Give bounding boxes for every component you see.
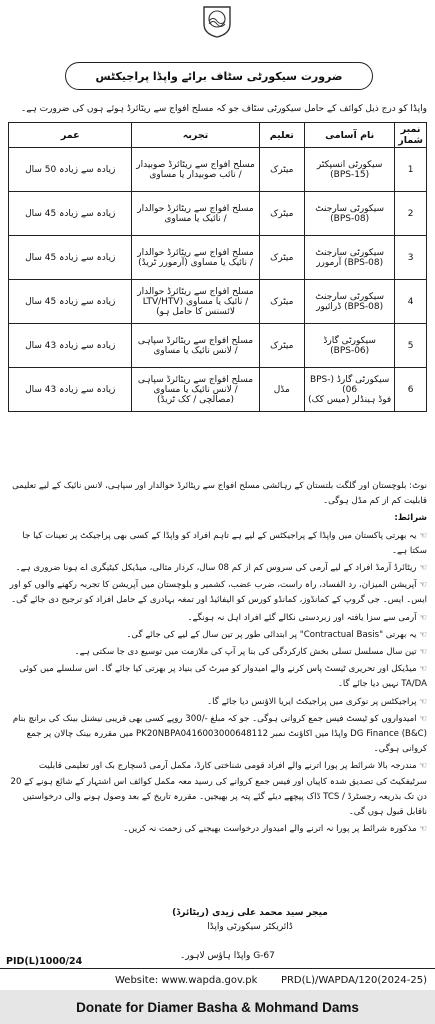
row-sn: 5 (395, 324, 427, 368)
post-name: سیکورٹی گارڈ (323, 335, 376, 346)
post-name: سیکورٹی سارجنٹ (315, 291, 385, 302)
signature-block (170, 906, 330, 934)
condition-item: ☜ یہ بھرتی پاکستان میں واپڈا کے پراجیکٹس کے لیے ہے تاہم افراد کو واپڈا کے کسی بھی پراجیکٹ پر تعینات کیا جا سکتا ہے۔ (22, 530, 427, 556)
condition-item: ☜ میڈیکل اور تحریری ٹیسٹ پاس کرنے والے امیدوار کو میرٹ کی بنیاد پر بھرتی کیا جائے گا۔ اس سلسلے میں کوئی TA/DA نہیں دیا جائے گا۔ (19, 664, 427, 690)
condition-item: ☜ ریٹائرڈ آرمڈ افراد کے لیے آرمی کی سروس کم از کم 08 سال، کردار مثالی، میڈیکل کیٹیگری اے ہونا ضروری ہے۔ (15, 563, 427, 574)
notes-section (8, 479, 427, 839)
post-name: سیکورٹی سارجنٹ (315, 203, 385, 214)
row-education: مڈل (259, 368, 304, 412)
row-experience: مسلح افواج سے ریٹائرڈ سپاہی / لانس نائیک یا مساوی (132, 324, 259, 368)
website-link[interactable]: Website: www.wapda.gov.pk (115, 974, 258, 986)
header-sn: نمبر شمار (395, 123, 427, 148)
row-age: زیادہ سے زیادہ 45 سال (9, 236, 132, 280)
condition-item: ☜ آرمی سے سزا یافتہ اور زبردستی نکالے گئے افراد اہل نہ ہونگے۔ (187, 612, 427, 623)
conditions-label: شرائط: (394, 513, 427, 524)
row-sn: 6 (395, 368, 427, 412)
row-education: میٹرک (259, 236, 304, 280)
condition-item: ☜ مذکورہ شرائط پر پورا نہ اترنے والے امیدوار درخواست بھیجنے کی زحمت نہ کریں۔ (123, 824, 427, 835)
condition-item: ☜ مندرجہ بالا شرائط پر پورا اترنے والے افراد قومی شناختی کارڈ، مکمل آرمی ڈسچارج بک اور تعلیمی قابلیت سرٹیفکیٹ کی تصدیق شدہ کاپیاں اور فیس جمع کروانے کی رسید معہ مکمل کوائف اس اشتہار کے شائع ہونے کے 20 دن تک بذریعہ رجسٹرڈ / TCS ڈاک پیچھے دیئے گئے پتہ پر بھیجیں۔ مقررہ تاریخ کے بعد وصول ہونے والی درخواستیں ناقابل قبول ہوں گی۔ (10, 761, 427, 818)
donate-banner: Donate for Diamer Basha & Mohmand Dams (0, 990, 435, 1024)
table-row (9, 368, 427, 412)
wapda-logo-icon (201, 4, 233, 38)
table-row (9, 192, 427, 236)
condition-item: ☜ آپریشن المیزان، رد الفساد، راہ راست، ضرب عضب، کشمیر و بلوچستان میں آپریشن کا تجربہ رکھنے والوں کو اور ایس۔ ایس۔ جی گروپ کے کمانڈوز، کمانڈو کورس کو الیفائیڈ اور تمغہ بہادری کے حامل افراد کو ترجیح دی جائے گی۔ (9, 580, 427, 606)
header-age: عمر (9, 123, 132, 148)
note-lead: نوٹ: بلوچستان اور گلگت بلتستان کے رہائشی مسلح افواج سے ریٹائرڈ حوالدار اور سپاہی، لانس نائیک کے لیے تعلیمی قابلیت کم از کم مڈل ہوگی۔ (12, 481, 427, 507)
row-experience: مسلح افواج سے ریٹائرڈ حوالدار / نائیک یا مساوی (LTV/HTV لائسنس کا حامل ہو) (132, 280, 259, 324)
condition-item: ☜ یہ بھرتی "Contractual Basis" پر ابتدائی طور پر تین سال کے لیے کی جائے گی۔ (126, 629, 427, 640)
condition-item: ☜ تین سال مسلسل تسلی بخش کارکردگی کی بنا پر آپ کی ملازمت میں توسیع دی جا سکتی ہے۔ (74, 647, 427, 658)
vacancy-table (8, 122, 427, 412)
row-sn: 1 (395, 148, 427, 192)
row-education: میٹرک (259, 280, 304, 324)
office-address: G-67 واپڈا ہاؤس لاہور۔ (180, 951, 275, 961)
row-sn: 3 (395, 236, 427, 280)
table-header-row (9, 123, 427, 148)
post-bps: (BPS-08) آرمورر (316, 257, 384, 268)
table-row (9, 324, 427, 368)
row-post (305, 148, 395, 192)
table-row (9, 280, 427, 324)
row-age: زیادہ سے زیادہ 43 سال (9, 368, 132, 412)
row-experience: مسلح افواج سے ریٹائرڈ حوالدار / نائیک یا مساوی (132, 192, 259, 236)
footer-bar (0, 968, 435, 991)
post-bps: فوڈ ہینڈلر (میس کک) (308, 394, 392, 405)
row-experience: مسلح افواج سے ریٹائرڈ صوبیدار / نائب صوبیدار یا مساوی (132, 148, 259, 192)
row-sn: 2 (395, 192, 427, 236)
row-age: زیادہ سے زیادہ 50 سال (9, 148, 132, 192)
condition-item: ☜ امیدواروں کو ٹیسٹ فیس جمع کروانی ہوگی۔ جو کہ مبلغ -/300 روپے کسی بھی قریبی نیشنل بینک کی برانچ بنام DG Finance (B&C) واپڈا میں اکاؤنٹ نمبر PK20NBPA0416003000648112 میں مقررہ بینک چالان پر جمع کروانی ہوگی۔ (12, 713, 427, 755)
post-bps: (BPS-08) (330, 213, 370, 224)
post-name: سیکورٹی سارجنٹ (315, 247, 385, 258)
signatory-designation: ڈائریکٹر سیکورٹی واپڈا (207, 922, 293, 932)
pid-number: PID(L)1000/24 (6, 956, 83, 967)
row-education: میٹرک (259, 324, 304, 368)
page-title: ضرورت سیکورٹی سٹاف برائے واپڈا پراجیکٹس (65, 62, 373, 90)
condition-item: ☜ پراجیکٹس پر نوکری میں پراجیکٹ ایریا الاؤنس دیا جائے گا۔ (207, 696, 427, 707)
table-row (9, 148, 427, 192)
row-post (305, 192, 395, 236)
row-post (305, 280, 395, 324)
row-sn: 4 (395, 280, 427, 324)
row-experience: مسلح افواج سے ریٹائرڈ حوالدار / نائیک یا مساوی (آرمورر ٹریڈ) (132, 236, 259, 280)
post-bps: (BPS-06) (330, 345, 370, 356)
post-bps: (BPS-08) ڈرائیور (316, 301, 384, 312)
header-post: نام آسامی (305, 123, 395, 148)
post-bps: (BPS-15) (330, 169, 370, 180)
row-post (305, 368, 395, 412)
table-row (9, 236, 427, 280)
row-age: زیادہ سے زیادہ 45 سال (9, 280, 132, 324)
row-age: زیادہ سے زیادہ 45 سال (9, 192, 132, 236)
row-experience: مسلح افواج سے ریٹائرڈ سپاہی / لانس نائیک یا مساوی (مصالچی / کک ٹریڈ) (132, 368, 259, 412)
row-age: زیادہ سے زیادہ 43 سال (9, 324, 132, 368)
row-education: میٹرک (259, 192, 304, 236)
row-post (305, 324, 395, 368)
row-post (305, 236, 395, 280)
row-education: میٹرک (259, 148, 304, 192)
post-name: سیکورٹی انسپکٹر (316, 159, 383, 170)
header-experience: تجربہ (132, 123, 259, 148)
post-name: سیکورٹی گارڈ (BPS-06) (309, 374, 390, 395)
intro-text: واپڈا کو درج ذیل کوائف کے حامل سیکورٹی سٹاف جو کہ مسلح افواج سے ریٹائرڈ ہوئے ہوں کی ضرورت ہے۔ (20, 104, 427, 114)
signatory-name: میجر سید محمد علی زیدی (ریٹائرڈ) (172, 908, 328, 918)
reference-number: PRD(L)/WAPDA/120(2024-25) (280, 974, 427, 986)
header-education: تعلیم (259, 123, 304, 148)
